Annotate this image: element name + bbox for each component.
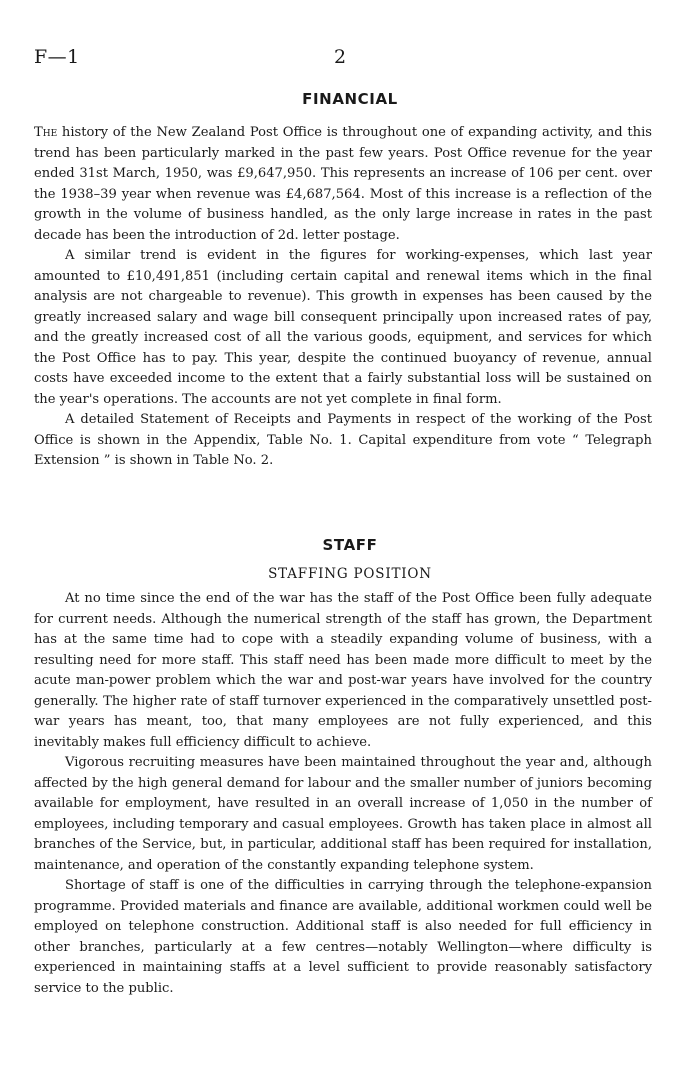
staff-paragraph-3: Shortage of staff is one of the difficulties in carrying through the telephone-expansion programme. Provided materials and finance are available, additional workmen could well be employed on telephone construction. Additional staff is also needed for full efficiency in other branches, particularly at a few centres—notably Wellington—where difficulty is experienced in maintaining staffs at a level sufficient to provide reasonably satisfactory service to the public. [34,878,652,996]
subheading-staffing-position: STAFFING POSITION [268,566,432,582]
financial-paragraph-3: A detailed Statement of Receipts and Payments in respect of the working of the Post Office is shown in the Appendix, Table No. 1. Capital expenditure from vote “ Telegraph Extension ” is shown in Table No. 2. [34,412,652,468]
financial-section-body [34,123,652,472]
financial-paragraph-1-text: history of the New Zealand Post Office is throughout one of expanding activity, and this trend has been particularly marked in the past few years. Post Office revenue for the year ended 31st March, 1950, was £9,647,950. This represents an increase of 106 per cent. over the 1938–39 year when revenue was £4,687,564. Most of this increase is a reflection of the growth in the volume of business handled, as the only large increase in rates in the past decade has been the introduction of 2d. letter postage. [34,125,652,243]
page-number: 2 [334,46,347,68]
financial-paragraph-1-lead: The [34,125,58,140]
staff-paragraph-2: Vigorous recruiting measures have been maintained throughout the year and, although affected by the high general demand for labour and the smaller number of juniors becoming available for employment, have resulted in an overall increase of 1,050 in the number of employees, including temporary and casual employees. Growth has taken place in almost all branches of the Service, but, in particular, additional staff has been required for installation, maintenance, and operation of the constantly expanding telephone system. [34,755,652,873]
section-heading-staff: STAFF [322,536,378,554]
staff-paragraph-1: At no time since the end of the war has the staff of the Post Office been fully adequate for current needs. Although the numerical strength of the staff has grown, the Department has at the same time had to cope with a steadily expanding volume of business, with a resulting need for more staff. This staff need has been made more difficult to meet by the acute man-power problem which the war and post-war years have involved for the country generally. The higher rate of staff turnover experienced in the comparatively unsettled post-war years has meant, too, that many employees are not fully experienced, and this inevitably makes full efficiency difficult to achieve. [34,591,652,750]
page-reference: F—1 [34,46,80,68]
section-heading-financial: FINANCIAL [302,90,398,108]
staff-section-body [34,589,652,999]
financial-paragraph-2: A similar trend is evident in the figures for working-expenses, which last year amounted to £10,491,851 (including certain capital and renewal items which in the final analysis are not chargeable to revenue). This growth in expenses has been caused by the greatly increased salary and wage bill consequent principally upon increased rates of pay, and the greatly increased cost of all the various goods, equipment, and services for which the Post Office has to pay. This year, despite the continued buoyancy of revenue, annual costs have exceeded income to the extent that a fairly substantial loss will be sustained on the year's operations. The accounts are not yet complete in final form. [34,248,652,407]
financial-paragraph-1 [34,123,652,246]
